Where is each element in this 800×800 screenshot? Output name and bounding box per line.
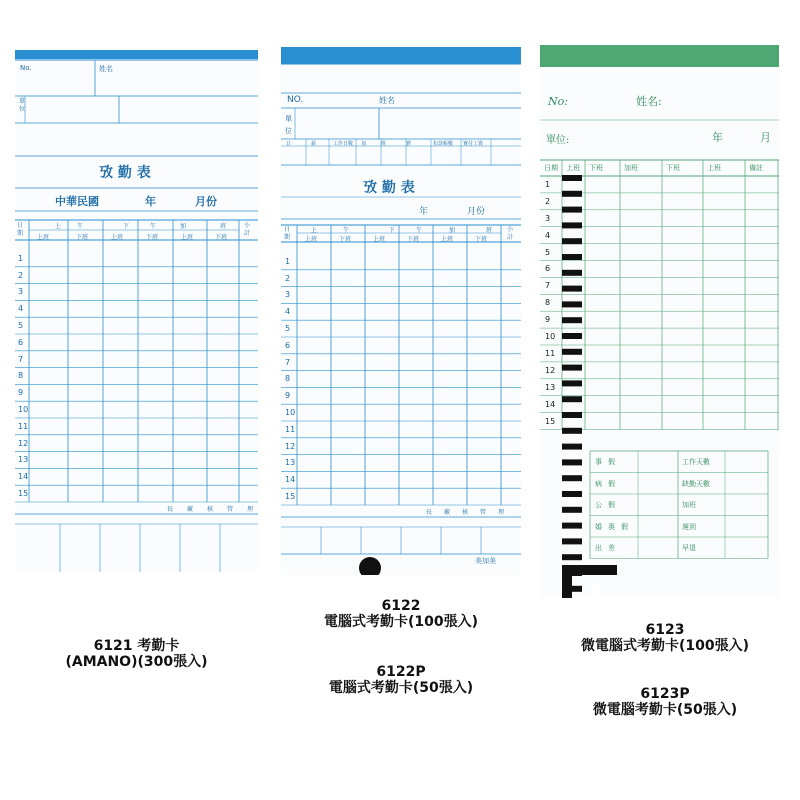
card2-subheader-cell: 上班 [305,236,318,243]
card3-timing-mark [562,254,582,260]
card1-row-number: 15 [18,489,29,498]
caption-6121-line1: 6121 考勤卡 [93,638,180,654]
card2-header-cell: 午 [416,227,423,234]
card1-footer-label: 核 [207,506,214,513]
card3-timing-mark [562,301,582,307]
card3-header-cell: 備註 [749,164,763,172]
card3-name-label: 姓名: [636,95,662,108]
card3-timing-mark [562,412,582,418]
card3-timing-mark [562,444,582,450]
card1-row-number: 9 [18,388,24,398]
card2-header-cell: 班 [486,227,493,234]
card2-top-stripe [281,47,521,64]
card3-header-cell: 加班 [624,164,638,172]
card1-row-number: 3 [18,287,24,297]
card3-summary-left-label: 病假 [595,479,621,488]
card2-footer-label: 長 [426,509,433,516]
card3-row-number: 9 [545,315,551,325]
card3-timing-mark [562,191,582,197]
caption-6123p [535,686,795,718]
caption-6122-code: 6122 [381,598,421,614]
card1-top-stripe [15,50,258,59]
card3-summary-left-label: 事假 [595,458,621,466]
card2-brand-label: 美加美 [475,557,496,565]
card3-summary-right-label: 加班 [682,501,696,509]
card2-title: 攷 勤 表 [363,180,415,196]
card1-row-number: 12 [18,438,29,448]
card3-timing-mark [562,317,582,323]
card3-row-number: 11 [545,348,556,358]
card2-row-number: 11 [285,424,296,434]
card3-timing-mark [562,491,582,497]
card1-header-cell: 下 [123,223,130,230]
card3-header-cell: 下班 [589,164,603,172]
card2-subheader-cell: 下班 [475,236,488,243]
card1-header-cell: 日期 [17,222,24,237]
card2-subheader-cell: 上班 [373,236,386,243]
card3-month-label: 月 [760,131,771,144]
card3-summary-right-label: 缺勤天數 [682,479,710,488]
card2-month-label: 月份 [467,207,486,217]
card3-row-number: 8 [545,298,551,308]
card1-subheader-cell: 下班 [146,234,159,241]
card2-header-cell: 加 [449,227,456,234]
card3-timing-mark [562,523,582,529]
card2-header-cell: 下 [389,227,396,234]
caption-6123p-desc: 微電腦考勤卡(50張入) [592,702,738,719]
card3-summary-right-label: 工作天數 [682,458,710,466]
card1-row-number: 10 [18,405,29,414]
card1-header-cell: 午 [150,223,157,230]
card1-row-number: 8 [18,371,24,381]
card3-no-label: No: [548,95,568,108]
card3-header-cell: 下班 [666,164,680,172]
card2-header-cell: 午 [343,227,350,234]
card2-pay-header: 實付工資 [463,141,484,147]
card2-row-number: 2 [285,273,291,283]
card1-footer-label: 廠 [187,506,194,513]
card1-subheader-cell: 下班 [76,234,89,241]
card3-row-number: 4 [545,230,551,240]
card1-name-label: 姓名 [99,65,113,73]
card1-row-number: 2 [18,270,24,280]
card2-row-number: 12 [285,441,296,451]
caption-6123p-code: 6123P [640,686,690,702]
card3-timing-mark [562,333,582,339]
card3-corner-mark [562,565,572,598]
card1-row-number: 11 [18,421,29,431]
card2-subheader-cell: 下班 [407,236,420,243]
card1-header-cell: 上 [55,223,62,230]
card3-header-cell: 日期 [544,164,558,172]
card1-subheader-cell: 上班 [111,234,124,241]
card2-footer-label: 理 [498,509,505,516]
card3-row-number: 3 [545,213,551,223]
card2-footer-label: 核 [462,509,469,516]
caption-6123-desc: 微電腦式考勤卡(100張入) [580,638,750,655]
card3-corner-notch [592,585,600,598]
card3-row-number: 5 [545,247,551,257]
card3-timing-mark [562,538,582,544]
card3-header-cell: 上班 [707,164,721,172]
card3-row-number: 14 [545,399,556,409]
card2-footer-label: 管 [480,509,487,516]
card2-no-label: NO. [287,95,304,105]
card1-row-number: 1 [18,253,24,263]
card3-summary-left-label: 婚喪假 [595,522,634,531]
card1-header-cell: 加 [180,223,187,230]
time-card-6123 [540,45,779,598]
card1-row-number: 13 [18,455,29,465]
card2-header-cell: 日期 [284,226,291,241]
card2-pay-header: 班 [381,141,387,147]
card2-row-number: 3 [285,290,291,300]
card3-row-number: 7 [545,281,551,291]
card3-timing-mark [562,286,582,292]
card1-title: 攷 勤 表 [99,165,151,181]
card1-unit-label: 單位 [19,98,26,113]
card2-unit-label: 單位 [285,115,292,135]
card1-month-label: 月份 [195,195,217,208]
card1-row-number: 7 [18,354,24,364]
card-6122-grid [281,47,521,575]
card3-timing-mark [562,428,582,434]
card3-timing-mark [562,396,582,402]
card1-footer-label: 理 [247,506,254,513]
card2-row-number: 4 [285,307,291,317]
card2-row-number: 1 [285,256,291,266]
card1-row-number: 4 [18,304,24,314]
card3-top-stripe [540,45,779,67]
card3-row-number: 13 [545,382,556,392]
card3-timing-mark [562,365,582,371]
card3-timing-mark [562,207,582,213]
card2-name-label: 姓名 [379,96,395,105]
caption-6122p [270,664,532,696]
card1-footer-label: 長 [167,506,174,513]
card2-punch-hole [359,557,381,575]
card2-row-number: 14 [285,475,296,485]
card2-row-number: 7 [285,357,291,367]
card1-subheader-cell: 上班 [181,234,194,241]
card3-timing-mark [562,459,582,465]
card1-subheader-cell: 上班 [37,234,50,241]
card1-subheader-cell: 下班 [215,234,228,241]
card2-header-cell: 上 [311,227,318,234]
caption-6122 [270,598,532,630]
card3-timing-mark [562,507,582,513]
card1-header-cell: 小計 [244,222,251,237]
card3-timing-mark [562,238,582,244]
card3-summary-right-label: 早退 [682,544,696,552]
card1-header-cell: 班 [220,223,227,230]
card2-row-number: 9 [285,391,291,401]
card3-timing-mark [562,380,582,386]
card2-pay-header: 工作日數 [333,141,354,147]
caption-6123-code: 6123 [645,622,685,638]
card2-footer-label: 廠 [444,509,451,516]
card2-row-number: 8 [285,374,291,384]
card1-row-number: 14 [18,472,29,482]
card2-row-number: 6 [285,340,291,350]
card2-pay-header: 費 [406,141,412,147]
card1-header-cell: 午 [77,223,84,230]
card-6121-grid [15,50,258,572]
card3-timing-mark [562,270,582,276]
card2-row-number: 10 [285,408,296,417]
caption-6123 [535,622,795,654]
card3-row-number: 1 [545,179,551,189]
card1-year-label: 年 [145,195,156,208]
card3-row-number: 12 [545,365,556,375]
card1-row-number: 5 [18,321,24,330]
card3-unit-label: 單位: [546,135,570,146]
card3-timing-mark [562,175,582,181]
time-card-6121 [15,50,258,572]
card3-summary-right-label: 遲到 [682,522,696,531]
card2-subheader-cell: 上班 [441,236,454,243]
card3-year-label: 年 [712,131,723,144]
card3-timing-mark [562,349,582,355]
card3-header-cell: 上班 [566,164,580,172]
card3-summary-left-label: 公假 [595,501,621,509]
card-6123-grid [540,45,779,598]
card2-header-cell: 小計 [507,226,514,241]
card3-row-number: 10 [545,332,556,341]
card3-summary-left-label: 出差 [595,544,621,552]
caption-6122p-desc: 電腦式考勤卡(50張入) [328,680,474,697]
caption-6121-line2: (AMANO)(300張入) [65,654,208,671]
card1-no-label: No. [20,64,32,72]
caption-6122p-code: 6122P [376,664,426,680]
card1-roc-label: 中華民國 [55,195,99,208]
card2-pay-header: 日 [286,141,292,147]
card2-pay-header: 加 [361,141,367,147]
caption-6121 [15,638,258,670]
time-card-6122 [281,47,521,575]
card1-row-number: 6 [18,337,24,347]
card3-timing-mark [562,475,582,481]
card1-footer-label: 管 [227,506,234,513]
card2-row-number: 13 [285,458,296,468]
card3-row-number: 15 [545,416,556,426]
caption-6122-desc: 電腦式考勤卡(100張入) [323,614,479,631]
card2-pay-header: 薪 [311,141,317,147]
card2-pay-header: 扣款帳數 [433,141,454,147]
card3-row-number: 6 [545,264,551,274]
card2-year-label: 年 [419,207,429,217]
card2-row-number: 15 [285,492,296,501]
card2-row-number: 5 [285,324,291,333]
card3-timing-mark [562,222,582,228]
card2-subheader-cell: 下班 [339,236,352,243]
card3-row-number: 2 [545,196,551,206]
card3-timing-mark [562,554,582,560]
